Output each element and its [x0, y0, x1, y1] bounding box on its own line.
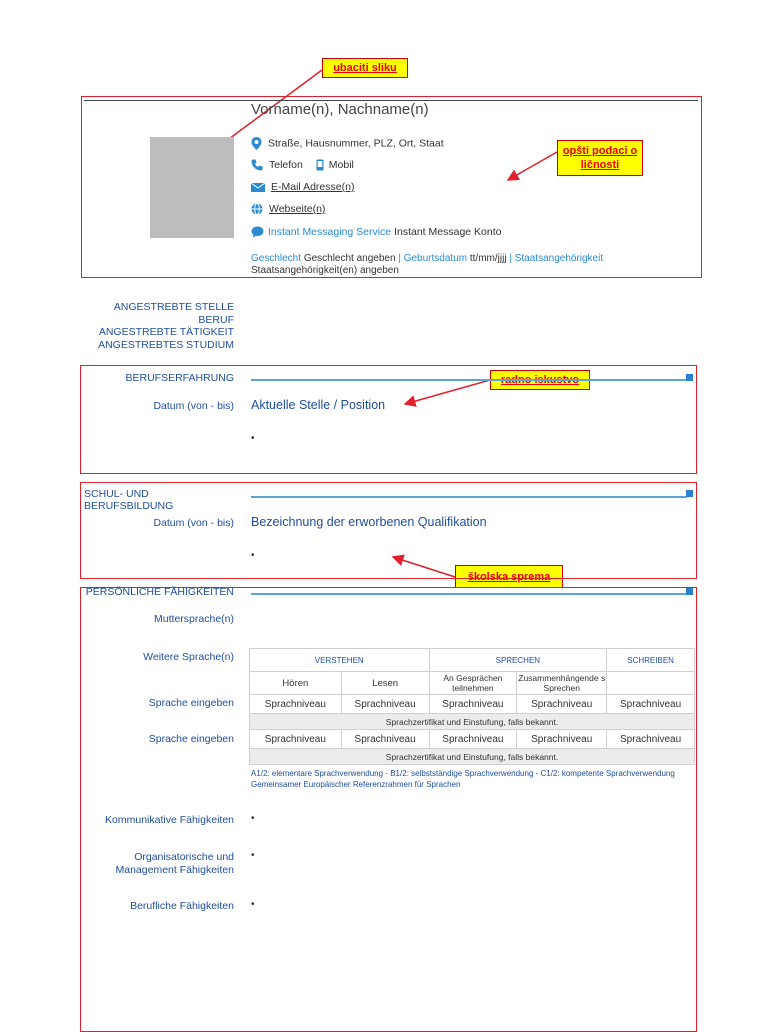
- level-cell: Sprachniveau: [517, 695, 607, 714]
- im-row: [251, 226, 501, 238]
- education-rule-end: [686, 490, 693, 497]
- skills-title: PERSÖNLICHE FÄHIGKEITEN: [85, 586, 234, 598]
- skills-rule-end: [686, 588, 693, 595]
- table-row: [250, 672, 695, 695]
- birth-value: tt/mm/jjjj: [469, 253, 507, 264]
- organisation-label: [84, 851, 234, 877]
- email-row: [251, 181, 354, 193]
- separator-1: |: [398, 253, 401, 264]
- im-service-label: Instant Messaging Service: [268, 226, 392, 238]
- scale-note-line-1: A1/2: elementare Sprachverwendung - B1/2: selbstständige Sprachverwendung - C1/2: kompetente Sprachverwendung: [251, 769, 675, 778]
- level-cell: Sprachniveau: [429, 695, 517, 714]
- certificate-cell: Sprachzertifikat und Einstufung, falls bekannt.: [250, 749, 695, 765]
- phone-text: Telefon: [269, 159, 303, 171]
- level-cell: Sprachniveau: [341, 695, 429, 714]
- certificate-cell: Sprachzertifikat und Einstufung, falls bekannt.: [250, 714, 695, 730]
- work-rule: [251, 379, 687, 381]
- annotation-education: školska sprema: [455, 565, 563, 588]
- nationality-label: Staatsangehörigkeit: [514, 253, 604, 264]
- header-understand: VERSTEHEN: [250, 649, 430, 672]
- language-scale-note: [251, 769, 697, 790]
- table-row: [250, 714, 695, 730]
- level-cell: Sprachniveau: [517, 730, 607, 749]
- target-line: ANGESTREBTE TÄTIGKEIT: [98, 326, 234, 338]
- photo-placeholder[interactable]: [150, 137, 234, 238]
- phone-row: [251, 159, 354, 171]
- other-languages-label: Weitere Sprache(n): [143, 651, 234, 663]
- separator-2: |: [509, 253, 512, 264]
- communication-label: Kommunikative Fähigkeiten: [105, 814, 234, 826]
- address-row: [251, 137, 444, 150]
- chat-bubble-icon: [251, 226, 264, 238]
- level-cell: Sprachniveau: [250, 730, 342, 749]
- subheader-empty: [607, 672, 695, 695]
- email-icon: [251, 183, 265, 192]
- work-position: Aktuelle Stelle / Position: [251, 398, 386, 412]
- header-write: SCHREIBEN: [607, 649, 695, 672]
- subheader-reading: Lesen: [341, 672, 429, 695]
- website-row: [251, 203, 325, 215]
- mobile-text: Mobil: [328, 159, 354, 171]
- target-line: ANGESTREBTE STELLE: [113, 301, 234, 313]
- level-cell: Sprachniveau: [607, 695, 695, 714]
- work-date: Datum (von - bis): [153, 400, 234, 412]
- education-date: Datum (von - bis): [153, 517, 234, 529]
- communication-bullet: •: [251, 813, 255, 824]
- target-position-block: [60, 301, 234, 351]
- subheader-listening: Hören: [250, 672, 342, 695]
- education-rule: [251, 496, 687, 498]
- nationality-value: Staatsangehörigkeit(en) angeben: [251, 265, 399, 276]
- gender-label: Geschlecht: [251, 253, 302, 264]
- level-cell: Sprachniveau: [607, 730, 695, 749]
- subheader-production: Zusammenhängende s Sprechen: [518, 673, 606, 693]
- address-text: Straße, Hausnummer, PLZ, Ort, Staat: [268, 137, 444, 150]
- language-2-label: Sprache eingeben: [148, 733, 234, 745]
- header-speak: SPRECHEN: [429, 649, 607, 672]
- table-row: [250, 730, 695, 749]
- person-name: Vorname(n), Nachname(n): [251, 101, 429, 118]
- im-account: Instant Message Konto: [394, 226, 502, 238]
- table-row: [250, 695, 695, 714]
- email-link[interactable]: E-Mail Adresse(n): [271, 181, 355, 193]
- level-cell: Sprachniveau: [250, 695, 342, 714]
- organisation-bullet: •: [251, 850, 255, 861]
- professional-bullet: •: [251, 899, 255, 910]
- language-1-label: Sprache eingeben: [148, 697, 234, 709]
- globe-icon: [251, 203, 263, 215]
- education-qualification: Bezeichnung der erworbenen Qualifikation: [251, 515, 487, 529]
- level-cell: Sprachniveau: [429, 730, 517, 749]
- organisation-line-1: Organisatorische und: [134, 851, 234, 863]
- subheader-interaction: An Gesprächen teilnehmen: [429, 672, 517, 695]
- personal-details: [251, 253, 691, 277]
- mother-tongue-label: Muttersprache(n): [154, 613, 234, 625]
- birth-label: Geburtsdatum: [403, 253, 468, 264]
- work-rule-end: [686, 374, 693, 381]
- education-bullet: •: [251, 550, 255, 561]
- annotation-personal: opšti podaci o ličnosti: [557, 140, 643, 176]
- skills-rule: [251, 593, 687, 595]
- education-title: SCHUL- UND BERUFSBILDUNG: [84, 488, 174, 512]
- mobile-icon: [316, 159, 324, 171]
- website-link[interactable]: Webseite(n): [269, 203, 326, 215]
- professional-label: Berufliche Fähigkeiten: [130, 900, 234, 912]
- language-table: [249, 648, 695, 765]
- target-line: BERUF: [198, 313, 234, 326]
- phone-icon: [251, 159, 263, 171]
- annotation-photo: ubaciti sliku: [322, 58, 408, 78]
- organisation-line-2: Management Fähigkeiten: [115, 864, 234, 876]
- target-line: ANGESTREBTES STUDIUM: [98, 338, 234, 351]
- work-bullet: •: [251, 433, 255, 444]
- level-cell: Sprachniveau: [341, 730, 429, 749]
- gender-value: Geschlecht angeben: [303, 253, 396, 264]
- table-row: [250, 649, 695, 672]
- table-row: [250, 749, 695, 765]
- location-pin-icon: [251, 137, 262, 150]
- work-title: BERUFSERFAHRUNG: [125, 372, 234, 384]
- scale-note-line-2: Gemeinsamer Europäischer Referenzrahmen für Sprachen: [251, 779, 461, 789]
